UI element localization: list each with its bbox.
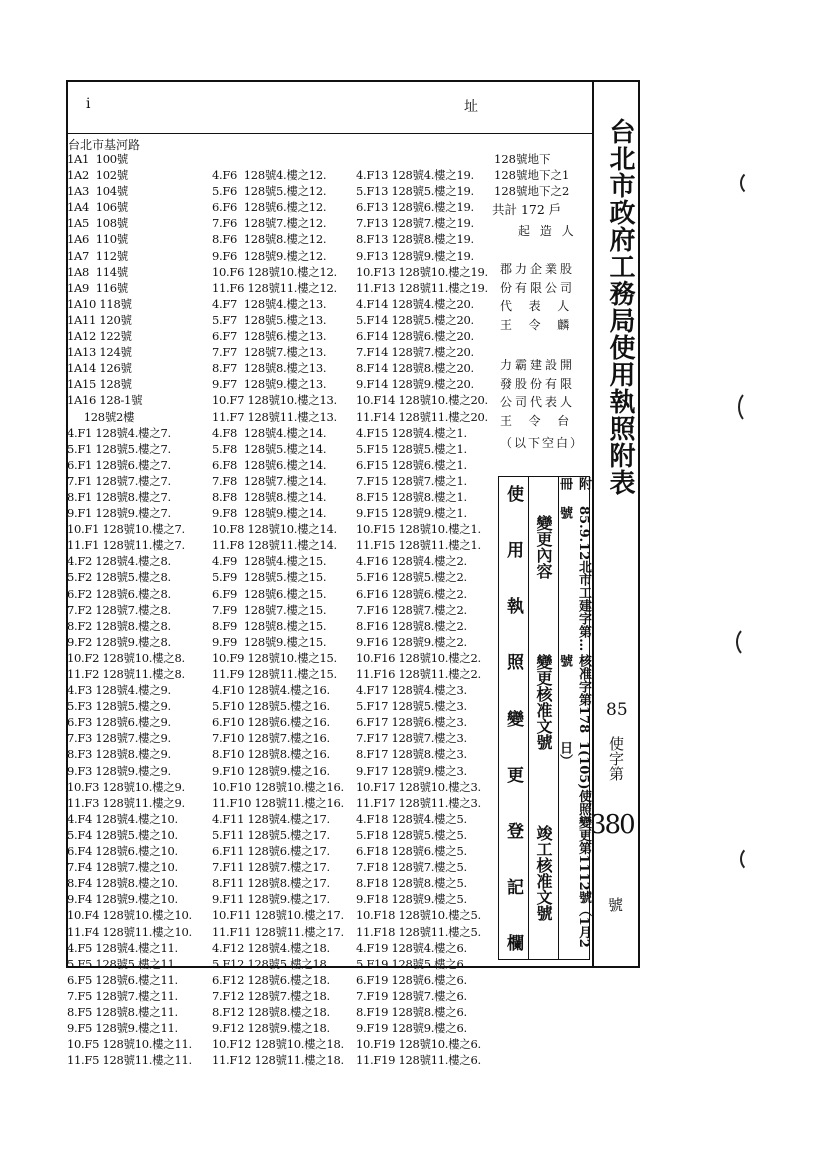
address-row: 11.F2 128號11.樓之8. bbox=[67, 667, 185, 681]
permit-label: 使字第 bbox=[607, 736, 625, 781]
address-row: 8.F13 128號8.樓之19. bbox=[356, 232, 474, 247]
address-row: 10.F6 128號10.樓之12. bbox=[212, 264, 337, 279]
address-row: 8.F16 128號8.樓之2. bbox=[356, 618, 467, 633]
address-row: 8.F18 128號8.樓之5. bbox=[356, 876, 467, 891]
address-column-2 bbox=[212, 151, 344, 1068]
address-row: 9.F9 128號9.樓之15. bbox=[212, 634, 327, 649]
address-row: 6.F7 128號6.樓之13. bbox=[212, 329, 327, 344]
address-row: 5.F10 128號5.樓之16. bbox=[212, 699, 330, 714]
address-row: 8.F6 128號8.樓之12. bbox=[212, 232, 327, 247]
address-row: 4.F13 128號4.樓之19. bbox=[356, 168, 474, 183]
address-row: 8.F5 128號8.樓之11. bbox=[67, 1004, 178, 1019]
address-row: 4.F17 128號4.樓之3. bbox=[356, 683, 467, 698]
address-row: 10.F4 128號10.樓之10. bbox=[67, 908, 192, 923]
address-row: 6.F8 128號6.樓之14. bbox=[212, 457, 327, 472]
permit-suffix: 號 bbox=[608, 896, 624, 914]
party-2 bbox=[500, 356, 575, 430]
address-row: 5.F6 128號5.樓之12. bbox=[212, 184, 327, 199]
record-heading-char: 登 bbox=[503, 821, 523, 839]
address-row: 1A15 128號 bbox=[67, 377, 132, 392]
address-row: 6.F12 128號6.樓之18. bbox=[212, 972, 330, 987]
address-row: 11.F4 128號11.樓之10. bbox=[67, 924, 192, 939]
address-row: 10.F2 128號10.樓之8. bbox=[67, 650, 185, 665]
address-row: 10.F17 128號10.樓之3. bbox=[356, 779, 481, 794]
address-row: 1A7 112號 bbox=[67, 248, 128, 263]
address-row: 6.F19 128號6.樓之6. bbox=[356, 972, 467, 987]
address-row: 6.F16 128號6.樓之2. bbox=[356, 586, 467, 601]
unit-total: 共計 172 戶 bbox=[492, 202, 562, 217]
address-row: 9.F17 128號9.樓之3. bbox=[356, 763, 467, 778]
address-row: 8.F15 128號8.樓之1. bbox=[356, 489, 467, 504]
party-line: 力霸建設開 bbox=[500, 358, 576, 372]
address-row: 10.F16 128號10.樓之2. bbox=[356, 650, 481, 665]
address-row: 6.F3 128號6.樓之9. bbox=[67, 715, 171, 730]
party-1 bbox=[500, 260, 575, 334]
scan-mark bbox=[736, 626, 764, 658]
address-row: 11.F19 128號11.樓之6. bbox=[356, 1053, 481, 1068]
address-row: 5.F1 128號5.樓之7. bbox=[67, 441, 171, 456]
record-heading bbox=[499, 477, 529, 959]
address-row: 11.F9 128號11.樓之15. bbox=[212, 667, 337, 681]
address-row: 8.F14 128號8.樓之20. bbox=[356, 361, 474, 376]
address-row: 1A1 100號 bbox=[67, 152, 128, 166]
address-row: 1A11 120號 bbox=[67, 312, 132, 327]
address-row: 5.F12 128號5.樓之18. bbox=[212, 956, 330, 971]
record-sub-completion: 竣工核准文號 bbox=[534, 825, 553, 922]
record-heading-char: 欄 bbox=[503, 934, 523, 951]
address-row: 11.F5 128號11.樓之11. bbox=[67, 1053, 192, 1068]
address-row: 7.F12 128號7.樓之18. bbox=[212, 988, 330, 1003]
address-row: 9.F18 128號9.樓之5. bbox=[356, 892, 467, 907]
blank-note: （以下空白） bbox=[500, 436, 585, 450]
address-row: 9.F15 128號9.樓之1. bbox=[356, 506, 467, 521]
address-row: 1A3 104號 bbox=[67, 184, 128, 199]
address-row: 11.F14 128號11.樓之20. bbox=[356, 409, 488, 424]
address-row: 7.F19 128號7.樓之6. bbox=[356, 988, 467, 1003]
address-row bbox=[212, 151, 344, 167]
header-left: i bbox=[86, 96, 91, 112]
address-row: 4.F11 128號4.樓之17. bbox=[212, 811, 330, 826]
address-row: 4.F5 128號4.樓之11. bbox=[67, 940, 178, 955]
address-row: 9.F2 128號9.樓之8. bbox=[67, 634, 171, 649]
address-row: 7.F15 128號7.樓之1. bbox=[356, 473, 467, 488]
address-row: 1A16 128-1號 bbox=[67, 393, 143, 408]
address-row: 9.F11 128號9.樓之17. bbox=[212, 892, 330, 907]
address-row: 5.F19 128號5.樓之6. bbox=[356, 956, 467, 971]
address-row bbox=[356, 151, 488, 167]
address-row: 11.F16 128號11.樓之2. bbox=[356, 667, 481, 681]
address-row: 8.F8 128號8.樓之14. bbox=[212, 489, 327, 504]
record-value-2: 85.9.12北市工建字第…號 bbox=[557, 505, 591, 651]
address-row: 6.F2 128號6.樓之8. bbox=[67, 586, 171, 601]
address-row: 8.F3 128號8.樓之9. bbox=[67, 747, 171, 762]
address-row: 9.F7 128號9.樓之13. bbox=[212, 377, 327, 392]
address-row: 6.F4 128號6.樓之10. bbox=[67, 844, 178, 859]
address-row: 128號2樓 bbox=[67, 409, 135, 424]
address-row: 9.F6 128號9.樓之12. bbox=[212, 248, 327, 263]
address-row: 6.F17 128號6.樓之3. bbox=[356, 715, 467, 730]
address-row: 11.F1 128號11.樓之7. bbox=[67, 538, 185, 553]
address-row: 6.F18 128號6.樓之5. bbox=[356, 844, 467, 859]
address-row: 5.F15 128號5.樓之1. bbox=[356, 441, 467, 456]
record-value-4: 1(105)使照變更第1112號（1月2日） bbox=[557, 740, 591, 948]
party-line: 公司代表人 bbox=[500, 395, 576, 409]
address-row: 1A13 124號 bbox=[67, 345, 132, 360]
address-row: 128號地下 bbox=[494, 152, 551, 166]
record-sub-approval: 變更核准文號 bbox=[534, 653, 553, 750]
address-row: 8.F11 128號8.樓之17. bbox=[212, 876, 330, 891]
address-row: 11.F11 128號11.樓之17. bbox=[212, 924, 344, 939]
address-row: 8.F12 128號8.樓之18. bbox=[212, 1004, 330, 1019]
address-row: 8.F4 128號8.樓之10. bbox=[67, 876, 178, 891]
record-heading-char: 執 bbox=[503, 597, 523, 615]
address-row: 7.F2 128號7.樓之8. bbox=[67, 602, 171, 617]
party-line: 份有限公司 bbox=[500, 280, 576, 295]
record-sub-content: 變更內容 bbox=[534, 514, 553, 579]
address-row: 8.F1 128號8.樓之7. bbox=[67, 489, 171, 504]
document-title: 台北市政府工務局使用執照附表 bbox=[605, 118, 635, 496]
address-row: 5.F3 128號5.樓之9. bbox=[67, 699, 171, 714]
address-row: 5.F7 128號5.樓之13. bbox=[212, 312, 327, 327]
address-row: 8.F7 128號8.樓之13. bbox=[212, 361, 327, 376]
party-line: 發股份有限 bbox=[500, 376, 576, 391]
address-row: 6.F15 128號6.樓之1. bbox=[356, 457, 467, 472]
address-row: 7.F7 128號7.樓之13. bbox=[212, 345, 327, 360]
address-row: 7.F3 128號7.樓之9. bbox=[67, 731, 171, 746]
address-row: 4.F1 128號4.樓之7. bbox=[67, 425, 171, 440]
permit-year: 85 bbox=[606, 700, 628, 720]
address-row: 11.F10 128號11.樓之16. bbox=[212, 795, 344, 810]
address-row: 9.F14 128號9.樓之20. bbox=[356, 377, 474, 392]
address-row: 7.F16 128號7.樓之2. bbox=[356, 602, 467, 617]
address-row: 10.F19 128號10.樓之6. bbox=[356, 1037, 481, 1052]
address-row: 9.F3 128號9.樓之9. bbox=[67, 763, 171, 778]
address-row: 4.F3 128號4.樓之9. bbox=[67, 683, 171, 698]
street-name: 台北市基河路 bbox=[68, 138, 141, 152]
address-row: 8.F19 128號8.樓之6. bbox=[356, 1004, 467, 1019]
address-row: 5.F17 128號5.樓之3. bbox=[356, 699, 467, 714]
record-heading-char: 記 bbox=[503, 877, 523, 895]
address-row: 7.F14 128號7.樓之20. bbox=[356, 345, 474, 360]
address-row: 4.F10 128號4.樓之16. bbox=[212, 683, 330, 698]
address-row: 4.F8 128號4.樓之14. bbox=[212, 425, 327, 440]
address-row: 8.F17 128號8.樓之3. bbox=[356, 747, 467, 762]
address-row: 7.F11 128號7.樓之17. bbox=[212, 860, 330, 875]
record-value-1: 附 冊 bbox=[557, 477, 591, 490]
address-row: 7.F6 128號7.樓之12. bbox=[212, 216, 327, 231]
address-row: 9.F5 128號9.樓之11. bbox=[67, 1021, 178, 1036]
address-row: 4.F7 128號4.樓之13. bbox=[212, 296, 327, 311]
address-row: 5.F5 128號5.樓之11. bbox=[67, 956, 178, 971]
address-row: 128號地下之1 bbox=[494, 168, 570, 183]
address-row: 9.F16 128號9.樓之2. bbox=[356, 634, 467, 649]
address-row: 5.F18 128號5.樓之5. bbox=[356, 827, 467, 842]
address-row: 10.F9 128號10.樓之15. bbox=[212, 650, 337, 665]
address-row: 10.F5 128號10.樓之11. bbox=[67, 1037, 192, 1052]
header-right: 址 bbox=[464, 99, 478, 115]
permit-number: 380 bbox=[590, 810, 634, 840]
address-row: 8.F9 128號8.樓之15. bbox=[212, 618, 327, 633]
address-row: 6.F1 128號6.樓之7. bbox=[67, 457, 171, 472]
address-row: 11.F6 128號11.樓之12. bbox=[212, 280, 337, 295]
address-row: 10.F10 128號10.樓之16. bbox=[212, 779, 344, 794]
address-row: 10.F12 128號10.樓之18. bbox=[212, 1037, 344, 1052]
address-row: 11.F7 128號11.樓之13. bbox=[212, 409, 337, 424]
builder-label: 起 造 人 bbox=[518, 224, 577, 238]
address-row: 7.F9 128號7.樓之15. bbox=[212, 602, 327, 617]
address-row: 1A10 118號 bbox=[67, 296, 132, 311]
address-row: 4.F4 128號4.樓之10. bbox=[67, 811, 178, 826]
address-row: 4.F19 128號4.樓之6. bbox=[356, 940, 467, 955]
address-row: 10.F11 128號10.樓之17. bbox=[212, 908, 344, 923]
address-row: 7.F8 128號7.樓之14. bbox=[212, 473, 327, 488]
basement-column bbox=[494, 151, 569, 199]
address-row: 5.F9 128號5.樓之15. bbox=[212, 570, 327, 585]
address-row: 4.F2 128號4.樓之8. bbox=[67, 554, 171, 569]
address-row: 7.F18 128號7.樓之5. bbox=[356, 860, 467, 875]
address-row: 4.F6 128號4.樓之12. bbox=[212, 168, 327, 183]
scan-mark bbox=[740, 846, 764, 872]
address-row: 5.F2 128號5.樓之8. bbox=[67, 570, 171, 585]
address-row: 4.F18 128號4.樓之5. bbox=[356, 811, 467, 826]
address-row: 128號地下之2 bbox=[494, 184, 570, 199]
record-heading-char: 用 bbox=[503, 541, 523, 559]
address-row: 7.F13 128號7.樓之19. bbox=[356, 216, 474, 231]
address-row: 5.F11 128號5.樓之17. bbox=[212, 827, 330, 842]
address-column-1 bbox=[67, 151, 192, 1068]
address-row: 11.F17 128號11.樓之3. bbox=[356, 795, 481, 810]
address-row: 7.F17 128號7.樓之3. bbox=[356, 731, 467, 746]
address-row: 4.F16 128號4.樓之2. bbox=[356, 554, 467, 569]
address-row: 1A4 106號 bbox=[67, 200, 128, 215]
record-heading-char: 變 bbox=[503, 709, 523, 727]
address-row: 11.F15 128號11.樓之1. bbox=[356, 538, 481, 553]
address-row: 8.F2 128號8.樓之8. bbox=[67, 618, 171, 633]
address-row: 9.F8 128號9.樓之14. bbox=[212, 506, 327, 521]
scan-mark bbox=[740, 170, 766, 196]
address-row: 9.F12 128號9.樓之18. bbox=[212, 1021, 330, 1036]
address-row: 4.F14 128號4.樓之20. bbox=[356, 296, 474, 311]
table-header bbox=[66, 80, 592, 134]
address-row: 5.F8 128號5.樓之14. bbox=[212, 441, 327, 456]
address-row: 11.F12 128號11.樓之18. bbox=[212, 1053, 344, 1068]
address-row: 9.F4 128號9.樓之10. bbox=[67, 892, 178, 907]
address-row: 6.F5 128號6.樓之11. bbox=[67, 972, 178, 987]
record-heading-char: 更 bbox=[503, 765, 523, 783]
address-row: 1A12 122號 bbox=[67, 329, 132, 344]
party-line: 王 令 麟 bbox=[500, 317, 573, 332]
address-row: 11.F8 128號11.樓之14. bbox=[212, 538, 337, 553]
address-row: 4.F15 128號4.樓之1. bbox=[356, 425, 467, 440]
address-row: 11.F3 128號11.樓之9. bbox=[67, 795, 185, 810]
address-row: 10.F7 128號10.樓之13. bbox=[212, 393, 337, 408]
address-row: 10.F18 128號10.樓之5. bbox=[356, 908, 481, 923]
address-row: 10.F3 128號10.樓之9. bbox=[67, 779, 185, 794]
record-heading-char: 使 bbox=[503, 485, 523, 502]
address-row: 4.F9 128號4.樓之15. bbox=[212, 554, 327, 569]
address-row: 1A9 116號 bbox=[67, 280, 128, 295]
address-row: 10.F15 128號10.樓之1. bbox=[356, 522, 481, 537]
address-row: 1A5 108號 bbox=[67, 216, 128, 231]
party-line: 代 表 人 bbox=[500, 299, 573, 313]
record-value-3: 核准字第178號 bbox=[557, 654, 591, 734]
address-row: 5.F16 128號5.樓之2. bbox=[356, 570, 467, 585]
address-row: 1A8 114號 bbox=[67, 264, 128, 279]
address-row: 6.F14 128號6.樓之20. bbox=[356, 329, 474, 344]
address-row: 7.F10 128號7.樓之16. bbox=[212, 731, 330, 746]
scan-mark bbox=[738, 390, 764, 424]
address-row: 10.F14 128號10.樓之20. bbox=[356, 393, 488, 408]
address-row: 4.F12 128號4.樓之18. bbox=[212, 940, 330, 955]
address-row: 9.F19 128號9.樓之6. bbox=[356, 1021, 467, 1036]
party-line: 王 令 台 bbox=[500, 413, 573, 428]
address-row: 11.F13 128號11.樓之19. bbox=[356, 280, 488, 295]
address-row: 1A2 102號 bbox=[67, 168, 128, 183]
address-row: 7.F4 128號7.樓之10. bbox=[67, 860, 178, 875]
address-row: 5.F4 128號5.樓之10. bbox=[67, 827, 178, 842]
address-row: 1A14 126號 bbox=[67, 361, 132, 376]
record-values bbox=[559, 477, 589, 959]
address-row: 5.F13 128號5.樓之19. bbox=[356, 184, 474, 199]
address-row: 6.F9 128號6.樓之15. bbox=[212, 586, 327, 601]
address-row: 7.F1 128號7.樓之7. bbox=[67, 473, 171, 488]
address-row: 10.F1 128號10.樓之7. bbox=[67, 522, 185, 537]
record-heading-char: 照 bbox=[503, 653, 523, 671]
address-row: 6.F10 128號6.樓之16. bbox=[212, 715, 330, 730]
address-row: 9.F13 128號9.樓之19. bbox=[356, 248, 474, 263]
address-column-3 bbox=[356, 151, 488, 1068]
address-row: 10.F13 128號10.樓之19. bbox=[356, 264, 488, 279]
address-row: 9.F10 128號9.樓之16. bbox=[212, 763, 330, 778]
party-line: 郡力企業股 bbox=[500, 262, 576, 276]
address-row: 1A6 110號 bbox=[67, 232, 128, 247]
address-row: 7.F5 128號7.樓之11. bbox=[67, 988, 178, 1003]
address-row: 11.F18 128號11.樓之5. bbox=[356, 924, 481, 939]
address-row: 10.F8 128號10.樓之14. bbox=[212, 522, 337, 537]
address-row: 5.F14 128號5.樓之20. bbox=[356, 312, 474, 327]
change-record-box bbox=[498, 476, 590, 960]
address-row: 6.F11 128號6.樓之17. bbox=[212, 844, 330, 859]
address-row: 6.F13 128號6.樓之19. bbox=[356, 200, 474, 215]
address-row: 8.F10 128號8.樓之16. bbox=[212, 747, 330, 762]
address-row: 9.F1 128號9.樓之7. bbox=[67, 506, 171, 521]
address-row: 6.F6 128號6.樓之12. bbox=[212, 200, 327, 215]
